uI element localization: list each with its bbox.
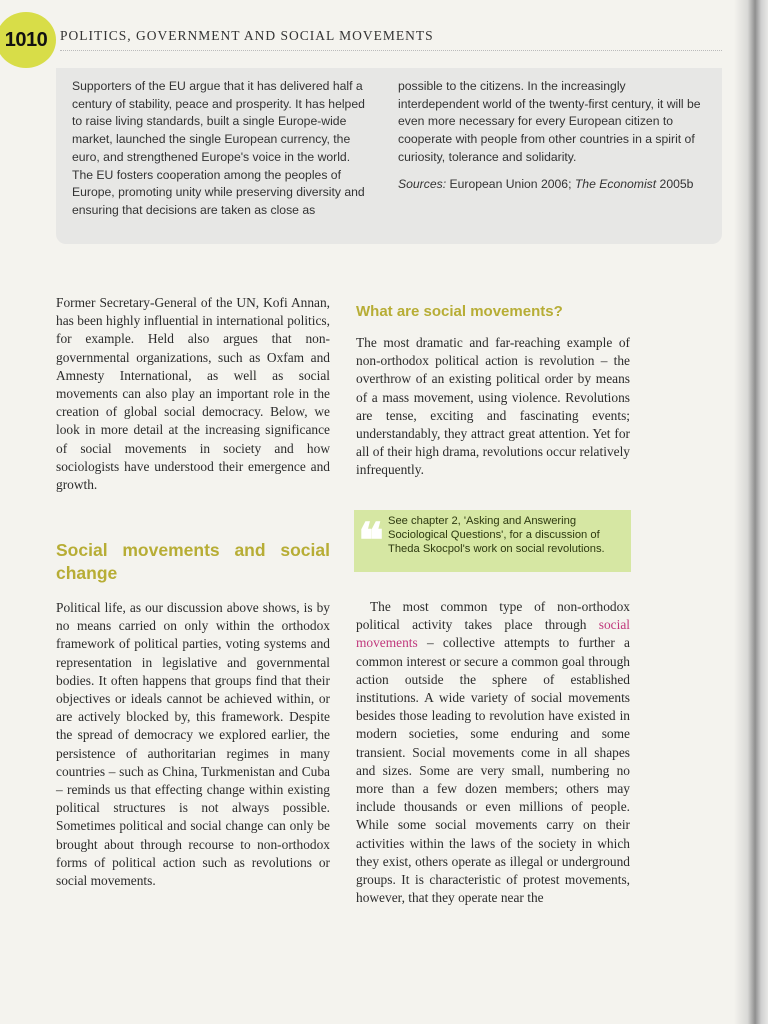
page-number-badge <box>0 12 56 68</box>
cross-reference-text: See chapter 2, 'Asking and Answering Sociological Questions', for a discussion of Theda Skocpol's work on social revolutions. <box>388 515 605 556</box>
left-paragraph-1: Former Secretary-General of the UN, Kofi Annan, has been highly influential in international politics, for example. Held also argues that non-governmental organizations, such as Oxfam and Amnesty International, as well as social movements can also play an important role in the creation of global social democracy. Below, we look in more detail at the increasing significance of social movements in society and how sociologists have understood their emergence and growth. <box>56 295 330 493</box>
page-number: 1010 <box>4 28 48 51</box>
cross-reference-box <box>354 510 631 572</box>
quote-marks-icon: ❝ <box>358 515 384 568</box>
quote-box <box>56 68 722 244</box>
sources-part2: 2005b <box>656 176 694 191</box>
sources-label: Sources: <box>398 176 447 191</box>
running-head: POLITICS, GOVERNMENT AND SOCIAL MOVEMENTS <box>60 28 434 43</box>
key-term-social-movements: social movements <box>356 617 630 651</box>
section-heading: Social movements and social change <box>56 540 330 583</box>
page-spine-shadow <box>734 0 768 1024</box>
quote-box-sources <box>398 176 708 194</box>
quote-box-left-text: Supporters of the EU argue that it has delivered half a century of stability, peace and prosperity. It has helped to raise living standards, built a single Europe-wide market, launched the single European currency, the euro, and strengthened Europe's voice in the world. The EU fosters cooperation among the peoples of Europe, promoting unity while preserving diversity and ensuring that decisions are taken as close as <box>72 79 365 217</box>
header-rule <box>60 50 722 51</box>
left-paragraph-2: Political life, as our discussion above shows, is by no means carried on only within the orthodox framework of political parties, voting systems and representation in legislative and governmental bodies. It often happens that groups find that their objectives or ideals cannot be achieved within, or are actively blocked by, this framework. Despite the spread of democracy we explored earlier, the persistence of authoritarian regimes in many countries – such as China, Turkmenistan and Cuba – reminds us that effecting change within existing political structures is not always possible. Sometimes political and social change can only be brought about through recourse to non-orthodox forms of political action such as revolutions or social movements. <box>56 600 330 889</box>
right-paragraph-2 <box>356 598 630 907</box>
sources-italic: The Economist <box>574 176 657 191</box>
right-paragraph-2-end: – collective attempts to further a common interest or secure a common goal through action outside the sphere of established institutions. A wide variety of social movements besides those leading to revolution have existed in modern societies, some enduring and some transient. Social movements come in all shapes and sizes. Some are very small, numbering no more than a few dozen members; others may include thousands or even millions of people. While some social movements carry on their activities within the laws of the society in which they exist, others operate as illegal or underground groups. It is characteristic of protest movements, however, that they operate near the <box>356 635 630 906</box>
right-paragraph-2-start: The most common type of non-orthodox political activity takes place through <box>356 599 630 633</box>
subheading: What are social movements? <box>356 303 563 320</box>
sources-part1: European Union 2006; <box>446 176 575 191</box>
quote-box-right-column <box>398 78 708 193</box>
right-paragraph-1: The most dramatic and far-reaching example of non-orthodox political action is revolution – the overthrow of an existing political order by means of a mass movement, using violence. Revolutions are tense, exciting and fascinating events; understandably, they attract great attention. Yet for all of their high drama, revolutions occur relatively infrequently. <box>356 335 630 478</box>
quote-box-left-column <box>72 78 372 220</box>
quote-box-right-text: possible to the citizens. In the increasingly interdependent world of the twenty-first century, it will be even more necessary for every European citizen to cooperate with people from other countries in a spirit of curiosity, tolerance and solidarity. <box>398 79 701 164</box>
